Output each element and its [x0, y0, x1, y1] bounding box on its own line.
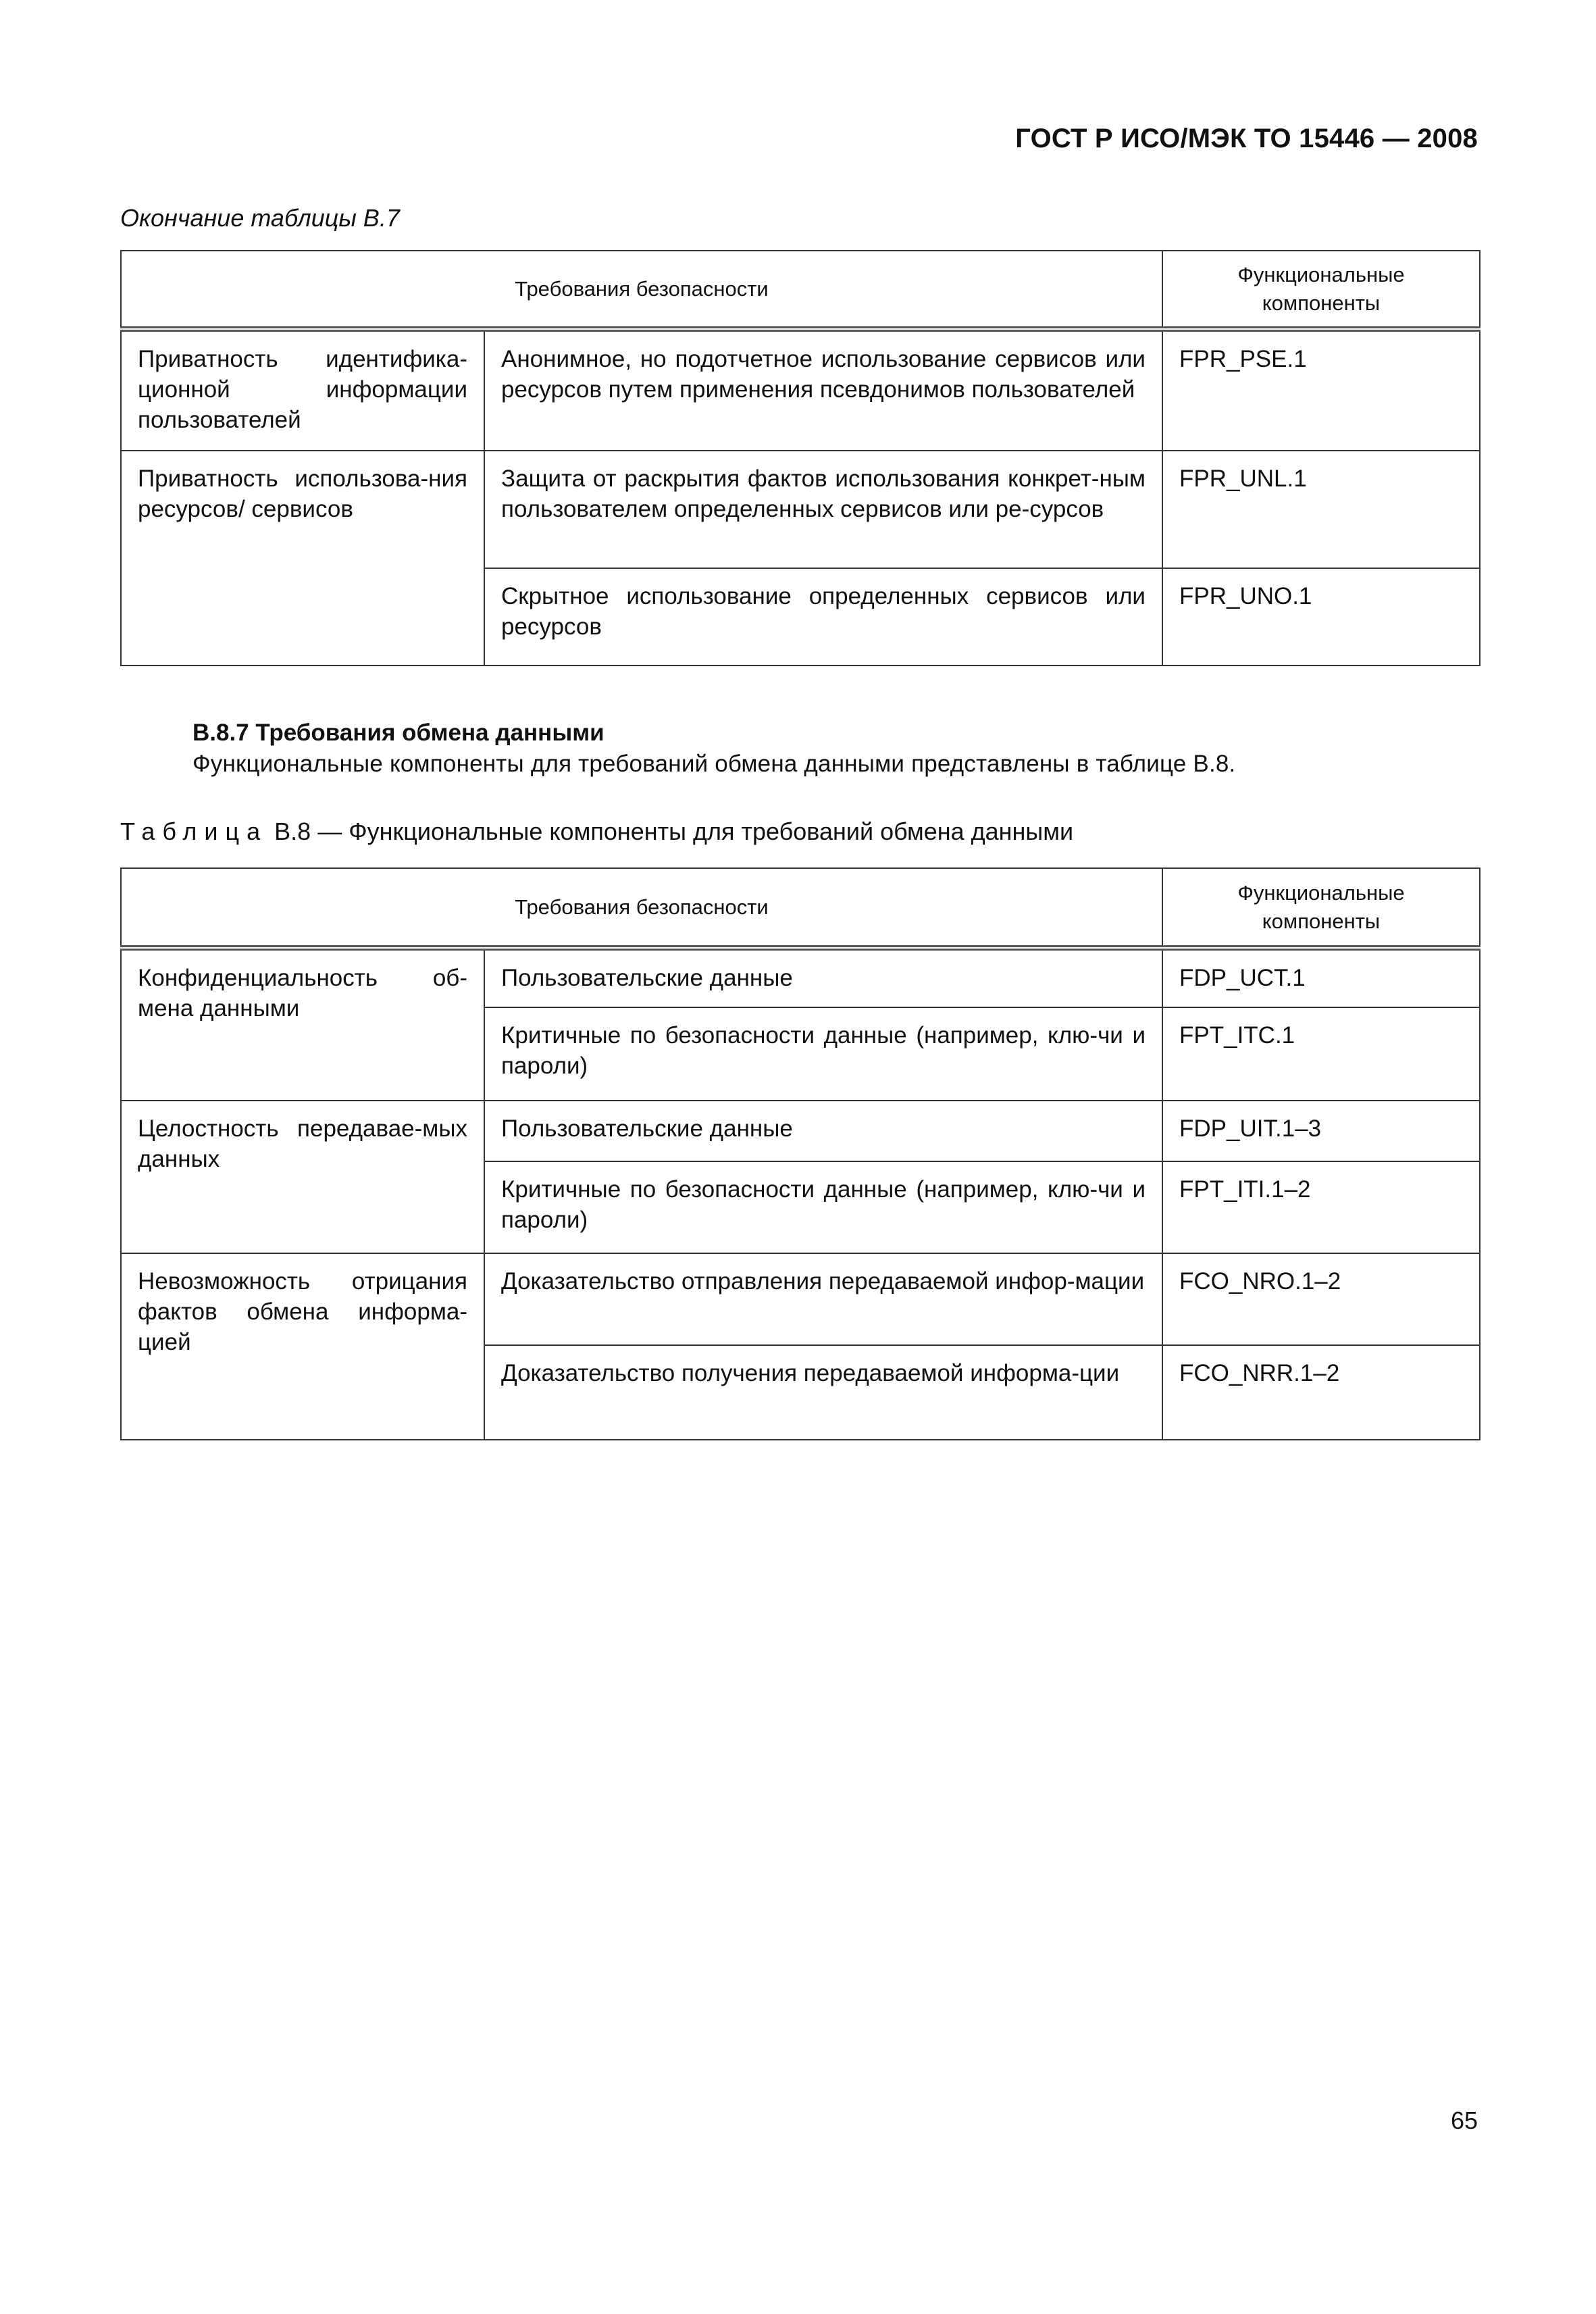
- row-description: Защита от раскрытия фактов использования конкрет-ным пользователем определенных сервисов или ре-сурсов: [484, 451, 1162, 568]
- header-requirements: Требования безопасности: [121, 868, 1162, 948]
- row-description: Пользовательские данные: [484, 1101, 1162, 1161]
- table-caption-text: В.8 — Функциональные компоненты для требований обмена данными: [274, 818, 1074, 845]
- header-requirements: Требования безопасности: [121, 251, 1162, 329]
- table-caption-label: Таблица: [120, 818, 268, 845]
- row-component: FPT_ITI.1–2: [1162, 1161, 1480, 1253]
- section-text: Функциональные компоненты для требований обмена данными представлены в таблице В.8.: [192, 751, 1236, 777]
- header-components: Функциональные компоненты: [1162, 868, 1480, 948]
- table-b7: [120, 250, 1481, 666]
- table-header-row: [121, 251, 1480, 329]
- row-description: Скрытное использование определенных сервисов или ресурсов: [484, 568, 1162, 665]
- row-group: Целостность передавае-мых данных: [121, 1101, 484, 1253]
- table-b8: [120, 867, 1481, 1440]
- row-component: FCO_NRO.1–2: [1162, 1253, 1480, 1345]
- row-group: Приватность идентифика-ционной информации пользователей: [121, 329, 484, 451]
- table-caption: [120, 818, 1073, 846]
- page-number: 65: [1450, 2107, 1478, 2134]
- table-row: [121, 1101, 1480, 1161]
- row-component: FCO_NRR.1–2: [1162, 1345, 1480, 1440]
- row-description: Доказательство отправления передаваемой инфор-мации: [484, 1253, 1162, 1345]
- row-description: Критичные по безопасности данные (например, клю-чи и пароли): [484, 1161, 1162, 1253]
- row-component: FPT_ITC.1: [1162, 1007, 1480, 1101]
- row-description: Доказательство получения передаваемой информа-ции: [484, 1345, 1162, 1440]
- row-component: FDP_UCT.1: [1162, 948, 1480, 1007]
- table-row: [121, 451, 1480, 568]
- row-component: FPR_PSE.1: [1162, 329, 1480, 451]
- table-row: [121, 1253, 1480, 1345]
- row-group: Конфиденциальность об-мена данными: [121, 948, 484, 1101]
- table-row: [121, 948, 1480, 1007]
- row-group: Невозможность отрицания фактов обмена информа-цией: [121, 1253, 484, 1440]
- row-component: FPR_UNO.1: [1162, 568, 1480, 665]
- row-component: FDP_UIT.1–3: [1162, 1101, 1480, 1161]
- table-continuation-label: Окончание таблицы В.7: [120, 204, 400, 232]
- table-header-row: [121, 868, 1480, 948]
- row-group: Приватность использова-ния ресурсов/ сервисов: [121, 451, 484, 665]
- row-description: Анонимное, но подотчетное использование сервисов или ресурсов путем применения псевдонимов пользователей: [484, 329, 1162, 451]
- document-header: ГОСТ Р ИСО/МЭК ТО 15446 — 2008: [1015, 124, 1478, 153]
- table-row: [121, 329, 1480, 451]
- section-title: В.8.7 Требования обмена данными: [192, 720, 604, 746]
- row-description: Критичные по безопасности данные (например, клю-чи и пароли): [484, 1007, 1162, 1101]
- header-components: Функциональные компоненты: [1162, 251, 1480, 329]
- row-component: FPR_UNL.1: [1162, 451, 1480, 568]
- row-description: Пользовательские данные: [484, 948, 1162, 1007]
